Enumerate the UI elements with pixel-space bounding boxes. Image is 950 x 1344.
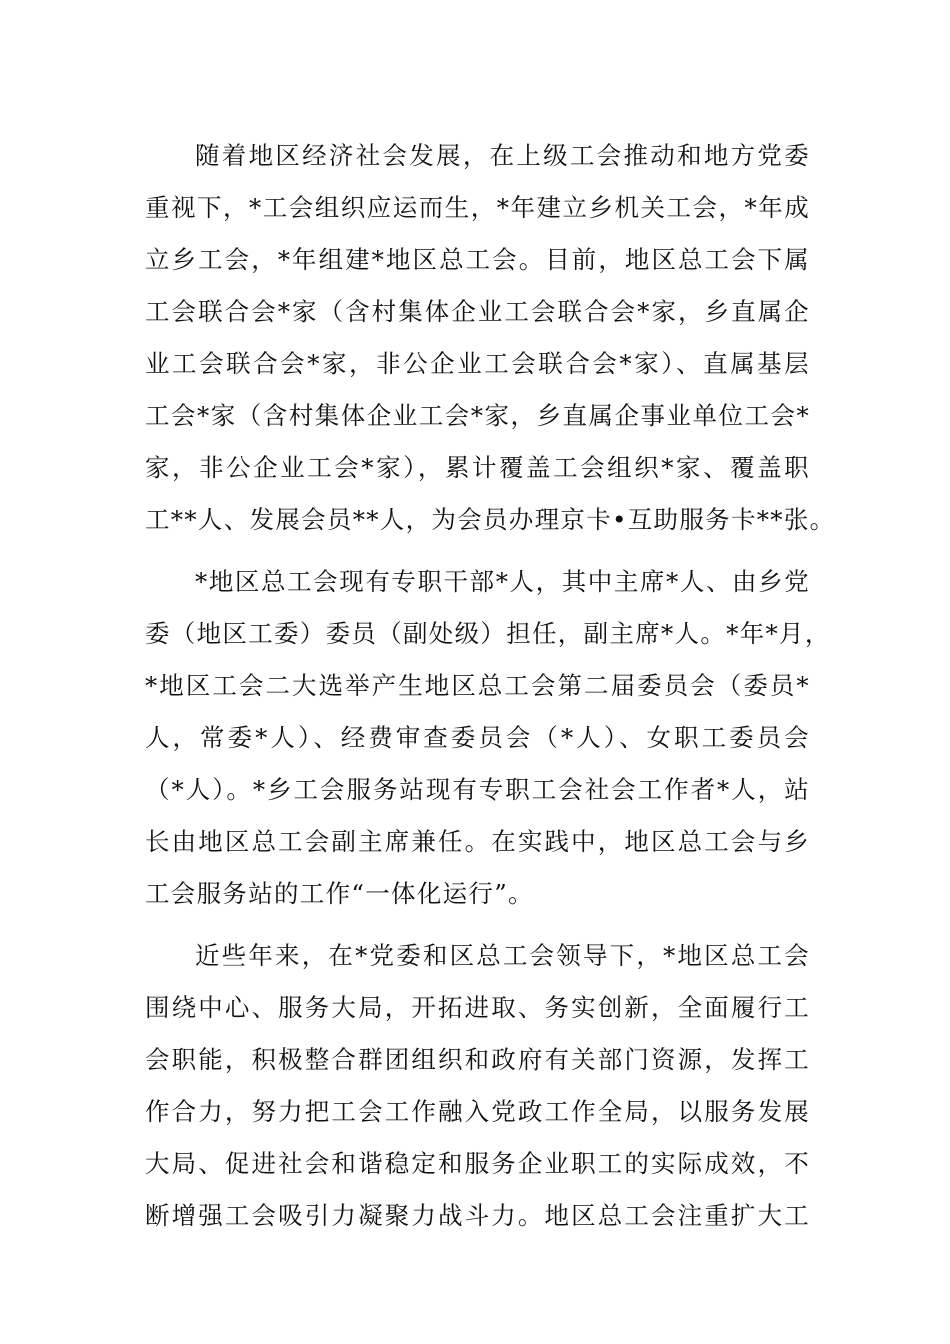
text-line: 人，常委*人）、经费审查委员会（*人）、女职工委员会 [145, 723, 810, 752]
text-line: 工会联合会*家（含村集体企业工会联合会*家，乡直属企 [145, 297, 810, 326]
text-line: （*人）。*乡工会服务站现有专职工会社会工作者*人，站 [145, 775, 810, 804]
text-line: 委（地区工委）委员（副处级）担任，副主席*人。*年*月， [145, 619, 831, 648]
text-line: 随着地区经济社会发展，在上级工会推动和地方党委 [195, 141, 810, 170]
text-line: *地区工会二大选举产生地区总工会第二届委员会（委员* [145, 671, 810, 700]
text-line: 业工会联合会*家，非公企业工会联合会*家）、直属基层 [145, 349, 810, 378]
text-line: 工会*家（含村集体企业工会*家，乡直属企事业单位工会* [145, 401, 810, 430]
document-page [145, 130, 836, 1252]
text-line: 长由地区总工会副主席兼任。在实践中，地区总工会与乡 [145, 827, 810, 856]
text-line: 近些年来，在*党委和区总工会领导下，*地区总工会 [195, 941, 810, 970]
text-line: 会职能，积极整合群团组织和政府有关部门资源，发挥工 [145, 1045, 810, 1074]
text-line: 作合力，努力把工会工作融入党政工作全局，以服务发展 [145, 1097, 810, 1126]
paragraph-3 [145, 930, 810, 1242]
paragraph-2 [145, 556, 831, 920]
paragraph-1 [145, 130, 836, 546]
text-line: *地区总工会现有专职干部*人，其中主席*人、由乡党 [195, 567, 810, 596]
text-line: 断增强工会吸引力凝聚力战斗力。地区总工会注重扩大工 [145, 1201, 810, 1230]
text-line: 工会服务站的工作“一体化运行”。 [145, 879, 534, 908]
text-line: 大局、促进社会和谐稳定和服务企业职工的实际成效，不 [145, 1149, 810, 1178]
text-line: 围绕中心、服务大局，开拓进取、务实创新，全面履行工 [145, 993, 810, 1022]
text-line: 立乡工会，*年组建*地区总工会。目前，地区总工会下属 [145, 245, 810, 274]
text-line: 重视下，*工会组织应运而生，*年建立乡机关工会，*年成 [145, 193, 810, 222]
text-line: 工**人、发展会员**人，为会员办理京卡•互助服务卡**张。 [145, 505, 836, 534]
text-line: 家，非公企业工会*家），累计覆盖工会组织*家、覆盖职 [145, 453, 810, 482]
